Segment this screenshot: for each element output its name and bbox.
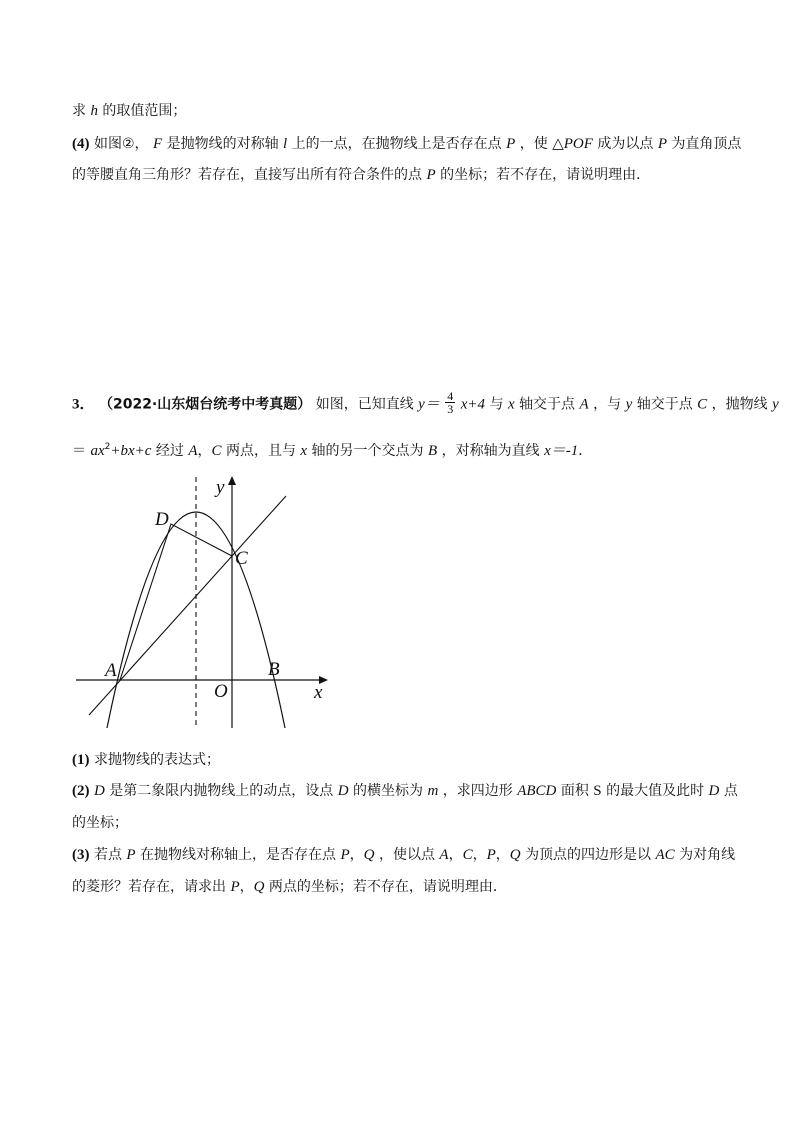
part3-range-question-line: 求 h 的取值范围； — [72, 103, 187, 119]
point-b-label: B — [268, 659, 280, 680]
problem-3-parabola-line: ＝ $ax^2+bx+c$ 经过 A，C 两点，且与 x 轴的另一个交点为 B ，对称轴为直线 x＝-1． — [72, 442, 593, 459]
part4-question-line-1: (4) 如图②， F 是抛物线的对称轴 l 上的一点，在抛物线上是否存在点 P ，使 △POF 成为以点 P 为直角顶点 — [72, 136, 742, 152]
y-axis-label: y — [216, 477, 225, 498]
question-2-line-1: (2) D 是第二象限内抛物线上的动点，设点 D 的横坐标为 m ，求四边形 ABCD 面积 S 的最大值及此时 D 点 — [72, 783, 738, 799]
question-2-line-2: 的坐标； — [72, 815, 128, 831]
part4-question-line-2: 的等腰直角三角形？若存在，直接写出所有符合条件的点 P 的坐标；若不存在，请说明理由． — [72, 167, 651, 183]
point-c-label: C — [235, 548, 248, 569]
problem-3-parabola-figure — [72, 471, 337, 735]
x-axis-label: x — [314, 682, 323, 703]
question-1-line: (1) 求抛物线的表达式； — [72, 752, 220, 768]
question-3-line-2: 的菱形？若存在，请求出 P，Q 两点的坐标；若不存在，请说明理由． — [72, 879, 507, 895]
question-3-line-1: (3) 若点 P 在抛物线对称轴上，是否存在点 P，Q ，使以点 A，C，P，Q 为顶点的四边形是以 AC 为对角线 — [72, 847, 736, 863]
origin-label: O — [214, 681, 228, 702]
slope-fraction: $\frac{4}{3}$ — [447, 389, 454, 416]
coordinate-diagram — [72, 471, 337, 735]
y-axis-arrow-icon — [228, 476, 236, 485]
point-d-label: D — [155, 509, 169, 530]
segments-ad-dc — [120, 524, 232, 680]
problem-3-heading-line: 3． （2022·山东烟台统考中考真题） 如图，已知直线 y＝ $\frac{4}{3}$ x+4 与 x 轴交于点 A ，与 y 轴交于点 C ，抛物线 y — [72, 389, 779, 416]
point-a-label: A — [105, 660, 117, 681]
line-ac — [89, 496, 286, 715]
